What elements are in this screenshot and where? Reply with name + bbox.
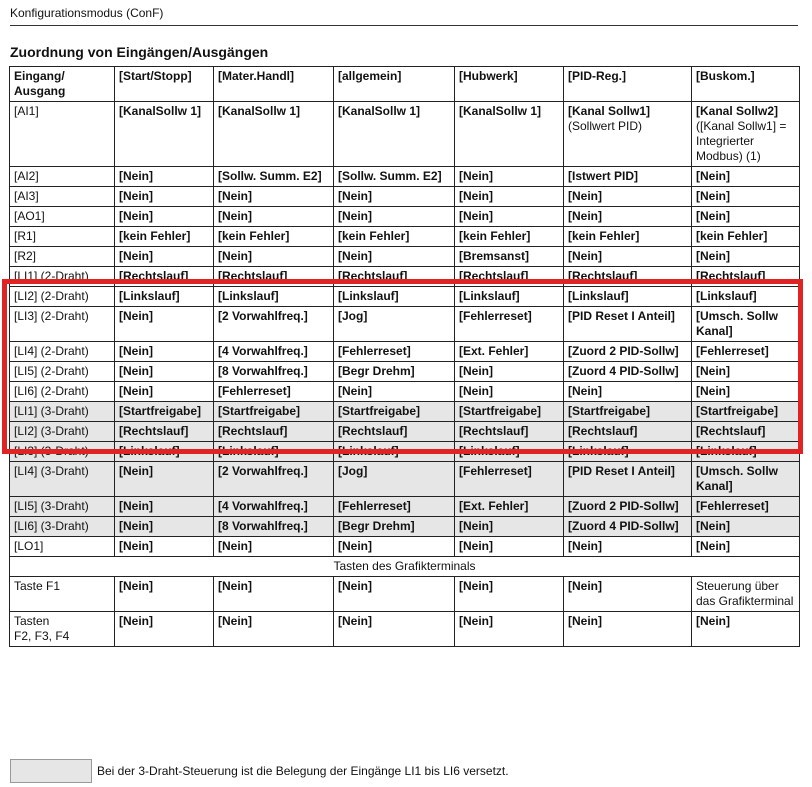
table-cell: [LI5] (3-Draht) — [10, 497, 115, 517]
table-cell: [Nein] — [455, 362, 564, 382]
legend-swatch — [10, 759, 92, 783]
table-cell: [Nein] — [692, 612, 800, 647]
table-cell: [kein Fehler] — [564, 227, 692, 247]
table-cell: [Umsch. Sollw Kanal] — [692, 307, 800, 342]
table-row — [10, 247, 800, 267]
table-cell: [Nein] — [334, 247, 455, 267]
table-row — [10, 537, 800, 557]
table-cell: [Zuord 2 PID-Sollw] — [564, 497, 692, 517]
table-cell: [KanalSollw 1] — [214, 102, 334, 167]
table-row — [10, 497, 800, 517]
table-cell: [Nein] — [455, 207, 564, 227]
table-cell: [kein Fehler] — [455, 227, 564, 247]
table-cell: [Nein] — [564, 537, 692, 557]
table-cell: [Linkslauf] — [692, 287, 800, 307]
section-row-label: Tasten des Grafikterminals — [10, 557, 800, 577]
table-row — [10, 287, 800, 307]
table-cell: [LI6] (2-Draht) — [10, 382, 115, 402]
table-cell: [Begr Drehm] — [334, 362, 455, 382]
table-row — [10, 207, 800, 227]
table-cell: [Bremsanst] — [455, 247, 564, 267]
column-header: Eingang/ Ausgang — [10, 67, 115, 102]
table-row — [10, 362, 800, 382]
column-header: [PID-Reg.] — [564, 67, 692, 102]
table-cell: [Rechtslauf] — [334, 422, 455, 442]
table-cell: [Nein] — [564, 207, 692, 227]
table-cell: [Nein] — [564, 577, 692, 612]
table-cell: [Nein] — [455, 382, 564, 402]
table-cell: [Linkslauf] — [115, 287, 214, 307]
table-cell: [Linkslauf] — [692, 442, 800, 462]
table-cell: [Linkslauf] — [334, 442, 455, 462]
table-cell: [Startfreigabe] — [564, 402, 692, 422]
table-cell: [Nein] — [455, 517, 564, 537]
table-cell: [Nein] — [115, 342, 214, 362]
table-cell — [692, 102, 800, 167]
table-cell: [4 Vorwahlfreq.] — [214, 497, 334, 517]
section-title: Zuordnung von Eingängen/Ausgängen — [10, 44, 269, 60]
table-cell: [Nein] — [115, 247, 214, 267]
table-cell: [Nein] — [692, 537, 800, 557]
table-header-row — [10, 67, 800, 102]
table-cell: [Nein] — [214, 577, 334, 612]
table-cell: [Nein] — [214, 612, 334, 647]
table-cell: [Nein] — [115, 577, 214, 612]
table-cell: [PID Reset I Anteil] — [564, 462, 692, 497]
column-header: [Buskom.] — [692, 67, 800, 102]
table-cell: [Linkslauf] — [115, 442, 214, 462]
table-cell: [LO1] — [10, 537, 115, 557]
table-cell: [Nein] — [115, 612, 214, 647]
table-cell: [Nein] — [692, 382, 800, 402]
table-cell: [LI4] (3-Draht) — [10, 462, 115, 497]
table-row — [10, 267, 800, 287]
table-cell: [Nein] — [692, 207, 800, 227]
table-cell: [KanalSollw 1] — [115, 102, 214, 167]
table-cell: [Nein] — [334, 537, 455, 557]
table-cell: [Nein] — [334, 612, 455, 647]
table-cell: [LI1] (3-Draht) — [10, 402, 115, 422]
table-cell: [Ext. Fehler] — [455, 497, 564, 517]
table-cell: [Fehlerreset] — [334, 497, 455, 517]
table-cell: [Nein] — [455, 577, 564, 612]
table-cell: [Fehlerreset] — [692, 497, 800, 517]
table-cell: [Startfreigabe] — [115, 402, 214, 422]
table-cell: [Nein] — [214, 247, 334, 267]
table-cell: [Sollw. Summ. E2] — [334, 167, 455, 187]
table-cell: [Nein] — [692, 517, 800, 537]
table-cell: [Nein] — [115, 497, 214, 517]
table-row — [10, 102, 800, 167]
table-cell: [Nein] — [334, 207, 455, 227]
table-cell: [Nein] — [692, 167, 800, 187]
table-cell: [AI2] — [10, 167, 115, 187]
table-cell: [Nein] — [334, 577, 455, 612]
table-cell: [Nein] — [214, 537, 334, 557]
table-row — [10, 382, 800, 402]
table-cell: [Jog] — [334, 307, 455, 342]
table-cell: [Startfreigabe] — [214, 402, 334, 422]
table-cell: [Nein] — [455, 167, 564, 187]
table-cell: Taste F1 — [10, 577, 115, 612]
table-cell: [Linkslauf] — [455, 442, 564, 462]
table-cell: [4 Vorwahlfreq.] — [214, 342, 334, 362]
table-cell: [LI3] (3-Draht) — [10, 442, 115, 462]
header-rule — [10, 25, 798, 26]
column-header: [allgemein] — [334, 67, 455, 102]
table-cell: [LI1] (2-Draht) — [10, 267, 115, 287]
table-cell: [2 Vorwahlfreq.] — [214, 307, 334, 342]
table-cell: [Nein] — [564, 382, 692, 402]
table-row — [10, 187, 800, 207]
table-cell: [Rechtslauf] — [455, 422, 564, 442]
table-cell: [2 Vorwahlfreq.] — [214, 462, 334, 497]
legend-text: Bei der 3-Draht-Steuerung ist die Belegung der Eingänge LI1 bis LI6 versetzt. — [97, 764, 509, 778]
table-row — [10, 227, 800, 247]
table-row — [10, 577, 800, 612]
table-row — [10, 517, 800, 537]
table-cell: [Nein] — [115, 382, 214, 402]
table-cell: [Nein] — [692, 247, 800, 267]
table-cell: [Rechtslauf] — [564, 422, 692, 442]
table-row — [10, 422, 800, 442]
table-cell: [Startfreigabe] — [334, 402, 455, 422]
table-cell: [Rechtslauf] — [115, 422, 214, 442]
cell-note: ([Kanal Sollw1] = Integrierter Modbus) (1) — [696, 119, 787, 163]
table-cell: [Begr Drehm] — [334, 517, 455, 537]
column-header: [Mater.Handl] — [214, 67, 334, 102]
table-cell: [Nein] — [564, 187, 692, 207]
table-cell: [Linkslauf] — [334, 287, 455, 307]
table-cell: [LI2] (2-Draht) — [10, 287, 115, 307]
table-cell: [LI2] (3-Draht) — [10, 422, 115, 442]
table-cell: [kein Fehler] — [115, 227, 214, 247]
table-cell: [Nein] — [455, 537, 564, 557]
table-row — [10, 442, 800, 462]
table-cell: [Linkslauf] — [214, 287, 334, 307]
table-cell: [Nein] — [334, 187, 455, 207]
table-cell: [Sollw. Summ. E2] — [214, 167, 334, 187]
table-cell: [Fehlerreset] — [334, 342, 455, 362]
table-cell: [Istwert PID] — [564, 167, 692, 187]
table-cell: [Nein] — [455, 612, 564, 647]
table-cell: [kein Fehler] — [334, 227, 455, 247]
table-cell: [KanalSollw 1] — [334, 102, 455, 167]
table-cell: [LI5] (2-Draht) — [10, 362, 115, 382]
table-row — [10, 462, 800, 497]
table-cell: [kein Fehler] — [214, 227, 334, 247]
table-cell: [Rechtslauf] — [115, 267, 214, 287]
table-cell: [Nein] — [564, 247, 692, 267]
cell-value: [Kanal Sollw2] — [696, 104, 779, 118]
table-cell: [Nein] — [115, 517, 214, 537]
table-cell: [KanalSollw 1] — [455, 102, 564, 167]
cell-note: (Sollwert PID) — [568, 119, 643, 133]
table-row — [10, 307, 800, 342]
table-cell: [Fehlerreset] — [455, 462, 564, 497]
table-cell: [LI3] (2-Draht) — [10, 307, 115, 342]
table-cell: [AI1] — [10, 102, 115, 167]
table-cell: [PID Reset I Anteil] — [564, 307, 692, 342]
table-cell: [Fehlerreset] — [455, 307, 564, 342]
table-cell: [Nein] — [692, 187, 800, 207]
table-cell: [Rechtslauf] — [334, 267, 455, 287]
table-cell: [R2] — [10, 247, 115, 267]
table-cell: [Nein] — [115, 167, 214, 187]
table-cell: [Nein] — [564, 612, 692, 647]
table-cell: [Rechtslauf] — [214, 267, 334, 287]
table-cell: [Rechtslauf] — [692, 267, 800, 287]
table-cell: [Nein] — [115, 207, 214, 227]
table-cell: [Nein] — [115, 362, 214, 382]
table-cell: [Nein] — [115, 462, 214, 497]
table-cell: [8 Vorwahlfreq.] — [214, 517, 334, 537]
table-cell: [Nein] — [455, 187, 564, 207]
table-cell: [Startfreigabe] — [692, 402, 800, 422]
table-cell: Steuerung über das Grafikterminal — [692, 577, 800, 612]
table-cell: [R1] — [10, 227, 115, 247]
table-cell: [AO1] — [10, 207, 115, 227]
table-cell: [Linkslauf] — [214, 442, 334, 462]
table-cell: [Zuord 2 PID-Sollw] — [564, 342, 692, 362]
table-cell: [Linkslauf] — [455, 287, 564, 307]
table-cell: [Ext. Fehler] — [455, 342, 564, 362]
table-cell: [Umsch. Sollw Kanal] — [692, 462, 800, 497]
table-cell: [Nein] — [214, 207, 334, 227]
table-cell: [Rechtslauf] — [455, 267, 564, 287]
table-cell: [Nein] — [334, 382, 455, 402]
table-row — [10, 342, 800, 362]
page-header: Konfigurationsmodus (ConF) — [10, 6, 164, 20]
table-cell — [564, 102, 692, 167]
table-cell: [kein Fehler] — [692, 227, 800, 247]
table-cell: [Nein] — [115, 187, 214, 207]
table-cell: [LI6] (3-Draht) — [10, 517, 115, 537]
table-cell: [Nein] — [692, 362, 800, 382]
table-row — [10, 167, 800, 187]
column-header: [Hubwerk] — [455, 67, 564, 102]
cell-value: [Kanal Sollw1] — [568, 104, 651, 118]
table-cell: [AI3] — [10, 187, 115, 207]
table-cell: [Rechtslauf] — [692, 422, 800, 442]
table-cell: [Nein] — [115, 537, 214, 557]
table-cell: [Linkslauf] — [564, 442, 692, 462]
table-cell: Tasten F2, F3, F4 — [10, 612, 115, 647]
table-cell: [Rechtslauf] — [564, 267, 692, 287]
table-cell: [Nein] — [115, 307, 214, 342]
column-header: [Start/Stopp] — [115, 67, 214, 102]
table-cell: [Nein] — [214, 187, 334, 207]
table-cell: [8 Vorwahlfreq.] — [214, 362, 334, 382]
table-row — [10, 402, 800, 422]
table-cell: [LI4] (2-Draht) — [10, 342, 115, 362]
table-cell: [Zuord 4 PID-Sollw] — [564, 362, 692, 382]
table-body — [10, 102, 800, 647]
table-cell: [Fehlerreset] — [214, 382, 334, 402]
table-row — [10, 612, 800, 647]
table-cell: [Fehlerreset] — [692, 342, 800, 362]
table-cell: [Jog] — [334, 462, 455, 497]
table-cell: [Zuord 4 PID-Sollw] — [564, 517, 692, 537]
table-cell: [Linkslauf] — [564, 287, 692, 307]
table-cell: [Startfreigabe] — [455, 402, 564, 422]
io-assignment-table — [9, 66, 800, 647]
table-cell: [Rechtslauf] — [214, 422, 334, 442]
table-row — [10, 557, 800, 577]
